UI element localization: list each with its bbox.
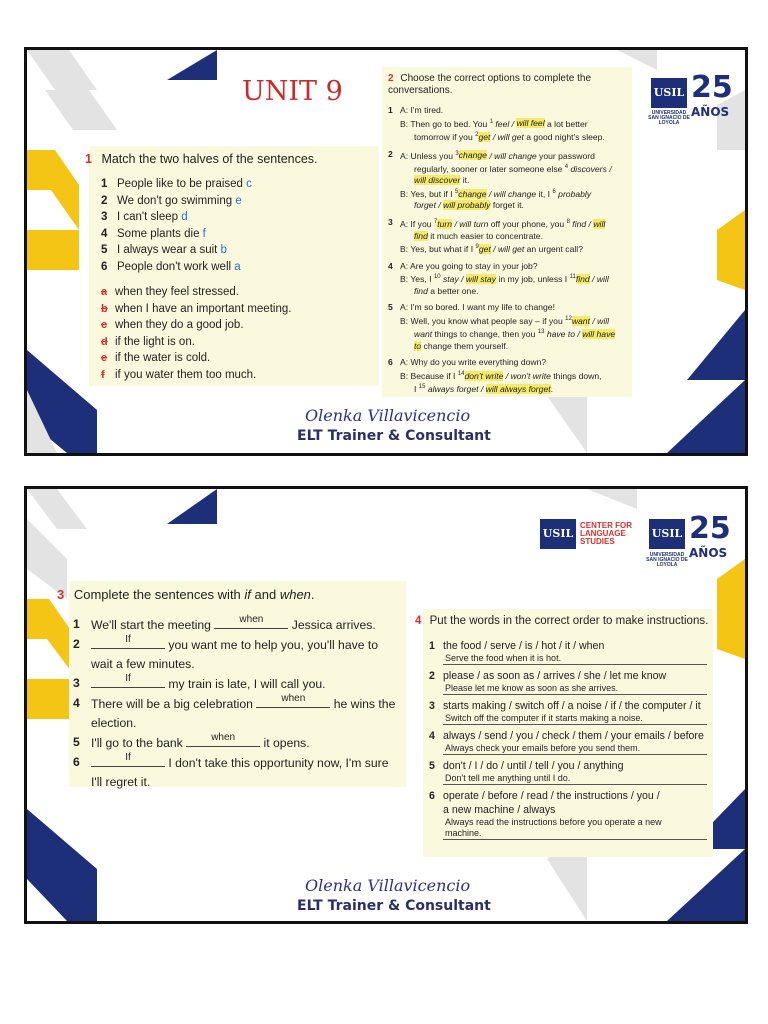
option-text: / will get (490, 243, 525, 254)
conversation-line: B: Well, you know what people say – if you $^{12}$want / will (400, 315, 610, 326)
anniversary-number: 25 (689, 511, 731, 546)
superscript: 14 (457, 370, 465, 377)
crossed-letter-mark: c (101, 319, 108, 331)
conversation (388, 105, 630, 144)
item-number: 6 (73, 755, 80, 769)
list-item (101, 301, 291, 318)
sentence-text: you want me to help you, you'll have to (165, 638, 379, 652)
item-text: People don't work well (117, 260, 232, 273)
jumbled-words: don't / I / do / until / tell / you / anything (443, 760, 624, 772)
sentence-text: it opens. (260, 736, 310, 750)
conversation-line: A: I'm so bored. I want my life to change! (400, 302, 555, 313)
exercise-2-panel (382, 67, 632, 397)
highlighted-answer: want (571, 315, 590, 326)
anniversary-number: 25 (691, 70, 733, 105)
highlighted-answer: will always forget (485, 384, 551, 395)
superscript: 7 (433, 219, 438, 226)
match-answer: d (178, 211, 188, 223)
superscript: 1 (489, 118, 494, 125)
option-text: probably (555, 188, 592, 199)
item-number: 5 (101, 244, 108, 256)
conversation-line: A: Are you going to stay in your job? (400, 260, 538, 271)
conversation-line: B: Then go to bed. You $^1$ feel / will feel a lot better (400, 118, 588, 129)
item-text: We don't go swimming (117, 194, 233, 207)
sentence-text: There will be a big celebration (91, 697, 257, 711)
conversation-line: want things to change, then you $^{13}$ have to / will have (414, 329, 616, 340)
crossed-letter-mark: a (101, 286, 108, 298)
list-item (101, 367, 291, 384)
superscript: 9 (475, 244, 479, 251)
exercise-4-heading (415, 615, 708, 627)
ending-text: if the water is cold. (115, 352, 211, 364)
exercise-title: Match the two halves of the sentences. (101, 152, 318, 166)
list-item (73, 753, 403, 792)
conversation-line: regularly, sooner or later someone else $^4$ discovers / (414, 163, 612, 174)
list-item (73, 674, 403, 694)
highlighted-answer: will discover (414, 175, 461, 186)
filled-answer: when (281, 693, 306, 704)
written-answer: Always read the instructions before you operate a new (445, 817, 662, 827)
list-item (429, 639, 713, 665)
item-number: 2 (73, 637, 80, 651)
written-answer: Always check your emails before you send them. (445, 743, 641, 753)
answer-blank[interactable] (256, 694, 330, 708)
list-item (429, 759, 713, 785)
match-answer: a (231, 260, 241, 273)
highlighted-answer: find (575, 274, 590, 284)
conversation (388, 217, 630, 256)
usil-logo-2: USIL (649, 519, 685, 549)
sentence-text: We'll start the meeting (91, 618, 215, 632)
highlighted-answer: will stay (465, 274, 497, 284)
ending-text: when I have an important meeting. (115, 302, 292, 315)
exercise-3-panel (57, 581, 406, 789)
option-text: find / (569, 218, 594, 229)
highlighted-answer: will probably (443, 200, 491, 211)
list-item (101, 242, 252, 259)
usil-logo: USIL (540, 519, 576, 549)
item-number: 5 (388, 302, 393, 313)
conversation-line: to change them yourself. (414, 340, 509, 351)
conversation-line: A: If you $^7$turn / will turn off your phone, you $^8$ find / will (400, 218, 606, 229)
match-answer: e (232, 194, 242, 207)
exercise-number: 1 (85, 152, 92, 166)
unit-title: UNIT 9 (242, 76, 343, 107)
jumbled-words: please / as soon as / arrives / she / let me know (443, 670, 667, 682)
list-item (101, 193, 252, 210)
usil-logo: USIL (651, 78, 687, 108)
jumbled-words: always / send / you / check / them / your emails / before (443, 730, 704, 742)
sentence-text: he wins the (330, 697, 396, 711)
filled-answer: If (125, 634, 131, 645)
sentence-text: my train is late, I will call you. (165, 677, 326, 691)
item-number: 3 (73, 676, 80, 690)
item-text: Some plants die (117, 227, 200, 240)
exercise-3-heading (57, 587, 315, 602)
jumbled-words: the food / serve / is / hot / it / when (443, 640, 605, 652)
conversation-line: forget / will probably forget it. (414, 200, 524, 211)
option-text: want (414, 329, 433, 340)
item-number: 1 (388, 105, 393, 115)
highlighted-answer: change (458, 188, 487, 199)
option-text: / will get (490, 131, 524, 142)
list-item (101, 259, 252, 276)
exercise-3-sentences (73, 615, 403, 792)
signature-name: Olenka Villavicencio (305, 406, 471, 425)
answer-blank[interactable] (214, 615, 288, 629)
conversation-line: B: Yes, but if I $^5$change / will change it, I $^6$ probably (400, 188, 592, 199)
answer-line[interactable] (443, 653, 707, 665)
superscript: 13 (537, 329, 545, 336)
option-text: / will change (486, 188, 537, 199)
written-answer: Serve the food when it is hot. (445, 653, 562, 663)
exercise-1-heading (85, 152, 318, 166)
superscript: 12 (565, 315, 572, 322)
item-number: 1 (73, 617, 80, 631)
crossed-letter-mark: e (101, 352, 108, 364)
crossed-letter-mark: f (101, 368, 105, 381)
written-answer: Don't tell me anything until I do. (445, 773, 571, 783)
crossed-letter-mark: b (101, 302, 108, 315)
sentence-continuation: wait a few minutes. (91, 657, 195, 671)
exercise-1-panel (85, 146, 379, 386)
crossed-letter-mark: d (101, 335, 108, 348)
written-answer-cont: machine. (445, 828, 482, 838)
superscript: 5 (454, 189, 459, 195)
item-number: 4 (101, 227, 108, 240)
item-number: 3 (101, 211, 108, 223)
option-text: / won't write (503, 370, 551, 381)
item-text: I always wear a suit (117, 244, 218, 256)
conversation-line: A: Why do you write everything down? (400, 357, 547, 368)
item-number: 6 (101, 260, 108, 273)
exercise-number: 4 (415, 615, 422, 627)
jumbled-words: operate / before / read / the instructions / you / (443, 790, 660, 802)
filled-answer: If (125, 673, 131, 684)
item-number: 2 (388, 148, 393, 159)
superscript: 15 (418, 384, 426, 391)
conversation (388, 149, 630, 213)
conversation-line: B: Because if I $^{14}$don't write / won't write things down, (400, 370, 602, 381)
item-text: I can't sleep (117, 211, 179, 223)
option-text: have to / (544, 329, 583, 340)
sentence-continuation: I'll regret it. (91, 775, 151, 789)
list-item (101, 317, 291, 334)
item-number: 3 (388, 217, 393, 228)
option-text: stay / (440, 274, 466, 284)
item-number: 4 (73, 696, 80, 710)
written-answer: Please let me know as soon as she arrives. (445, 683, 619, 693)
slide-exercises-3-4 (24, 486, 748, 924)
option-text: find (414, 285, 428, 296)
ending-text: when they feel stressed. (115, 286, 240, 298)
superscript: 2 (475, 132, 479, 139)
list-item (429, 729, 713, 755)
filled-answer: when (239, 614, 264, 625)
signature-title: ELT Trainer & Consultant (297, 428, 491, 444)
answer-blank[interactable] (186, 733, 260, 747)
jumbled-words-cont: a new machine / always (443, 804, 556, 816)
exercise-number: 3 (57, 587, 65, 602)
anniversary-label: AÑOS (691, 105, 730, 119)
superscript: 10 (433, 274, 441, 281)
superscript: 8 (566, 219, 570, 226)
item-number: 2 (101, 194, 108, 207)
conversation-line: B: Yes, but what if I $^9$get / will get an urgent call? (400, 243, 583, 254)
item-number: 5 (429, 760, 435, 772)
item-number: 2 (429, 670, 435, 682)
conversation-line: B: Yes, I $^{10}$ stay / will stay in my job, unless I $^{11}$find / will (400, 274, 609, 284)
conversation (388, 302, 630, 352)
answer-blank[interactable] (91, 753, 165, 767)
option-text: feel / (493, 118, 517, 129)
conversation (388, 261, 630, 298)
option-text: discovers / (568, 163, 612, 174)
highlighted-answer: turn (437, 218, 453, 229)
exercise-number: 2 (388, 73, 394, 84)
option-text: forget / (414, 200, 444, 211)
exercise-1-sentence-list (101, 176, 252, 275)
center-for-language-studies-label: CENTER FOR LANGUAGE STUDIES (580, 521, 632, 546)
exercise-2-conversations (388, 105, 630, 401)
sentence-text: I'll go to the bank (91, 736, 187, 750)
university-name: UNIVERSIDAD SAN IGNACIO DE LOYOLA (646, 552, 688, 568)
superscript: 11 (569, 274, 576, 281)
superscript: 6 (552, 189, 556, 195)
conversation-line: find it much easier to concentrate. (414, 230, 543, 241)
ending-text: if you water them too much. (115, 368, 257, 381)
exercise-1-endings-list (101, 284, 291, 383)
highlighted-answer: will have (582, 329, 616, 340)
answer-blank[interactable] (91, 635, 165, 649)
list-item (101, 226, 252, 243)
highlighted-answer: get (478, 131, 491, 142)
answer-blank[interactable] (91, 674, 165, 688)
highlighted-answer: don't write (464, 370, 504, 381)
match-answer: c (242, 178, 252, 190)
item-text: People like to be praised (117, 178, 243, 190)
item-number: 4 (388, 260, 393, 271)
exercise-title: Choose the correct options to complete the conversations. (388, 73, 592, 96)
conversation (388, 357, 630, 396)
item-number: 6 (388, 357, 393, 368)
list-item (429, 789, 713, 840)
sentence-text: Jessica arrives. (288, 618, 376, 632)
conversation-line: find a better one. (414, 285, 479, 296)
ending-text: if the light is on. (115, 335, 195, 348)
superscript: 4 (564, 163, 569, 170)
highlighted-answer: get (478, 243, 491, 254)
exercise-4-items (429, 639, 713, 844)
item-number: 1 (429, 640, 435, 652)
item-number: 5 (73, 735, 80, 749)
ending-text: when they do a good job. (115, 319, 244, 331)
match-answer: b (217, 244, 227, 256)
highlighted-answer: find (414, 230, 428, 241)
exercise-4-panel (415, 609, 713, 857)
option-text: / will (589, 274, 609, 284)
highlighted-answer: change (458, 150, 487, 161)
answer-line[interactable] (443, 683, 707, 695)
conversation-line: tomorrow if you $^2$get / will get a good night's sleep. (414, 131, 605, 142)
conversation-line: I $^{15}$ always forget / will always forget. (414, 384, 553, 395)
conversation-line: will discover it. (414, 175, 470, 186)
answer-line[interactable] (443, 817, 707, 840)
exercise-2-heading (388, 73, 623, 97)
signature-title: ELT Trainer & Consultant (297, 898, 491, 914)
filled-answer: If (125, 752, 131, 763)
sentence-text: I don't take this opportunity now, I'm sure (165, 756, 389, 770)
item-number: 3 (429, 700, 435, 712)
written-answer: Switch off the computer if it starts making a noise. (445, 713, 643, 723)
list-item (429, 699, 713, 725)
exercise-title: Put the words in the correct order to make instructions. (429, 615, 709, 627)
superscript: 3 (455, 150, 459, 157)
item-number: 6 (429, 790, 435, 802)
answer-line[interactable] (443, 713, 707, 725)
highlighted-answer: will (593, 218, 606, 229)
conversation-line: A: I'm tired. (400, 105, 444, 115)
jumbled-words: starts making / switch off / a noise / if / the computer / it (443, 700, 701, 712)
match-answer: f (199, 227, 206, 240)
answer-line[interactable] (443, 743, 707, 755)
list-item (101, 176, 252, 193)
sentence-continuation: election. (91, 716, 137, 730)
list-item (101, 209, 252, 226)
option-text: / will change (486, 150, 537, 161)
anniversary-label: AÑOS (689, 546, 728, 560)
option-text: / will turn (452, 218, 489, 229)
university-name: UNIVERSIDAD SAN IGNACIO DE LOYOLA (648, 110, 690, 126)
list-item (429, 669, 713, 695)
list-item (101, 334, 291, 351)
list-item (101, 284, 291, 301)
option-text: / will (589, 315, 610, 326)
highlighted-answer: will feel (516, 118, 545, 129)
highlighted-answer: to (414, 340, 422, 351)
slide-unit9-exercises-1-2 (24, 47, 748, 456)
option-text: always forget / (425, 384, 486, 395)
list-item (101, 350, 291, 367)
item-number: 4 (429, 730, 435, 742)
signature-name: Olenka Villavicencio (305, 876, 471, 895)
filled-answer: when (211, 732, 236, 743)
answer-line[interactable] (443, 773, 707, 785)
conversation-line: A: Unless you $^3$change / will change your password (400, 150, 595, 161)
item-number: 1 (101, 178, 108, 190)
exercise-title: Complete the sentences with if and when. (73, 587, 315, 602)
